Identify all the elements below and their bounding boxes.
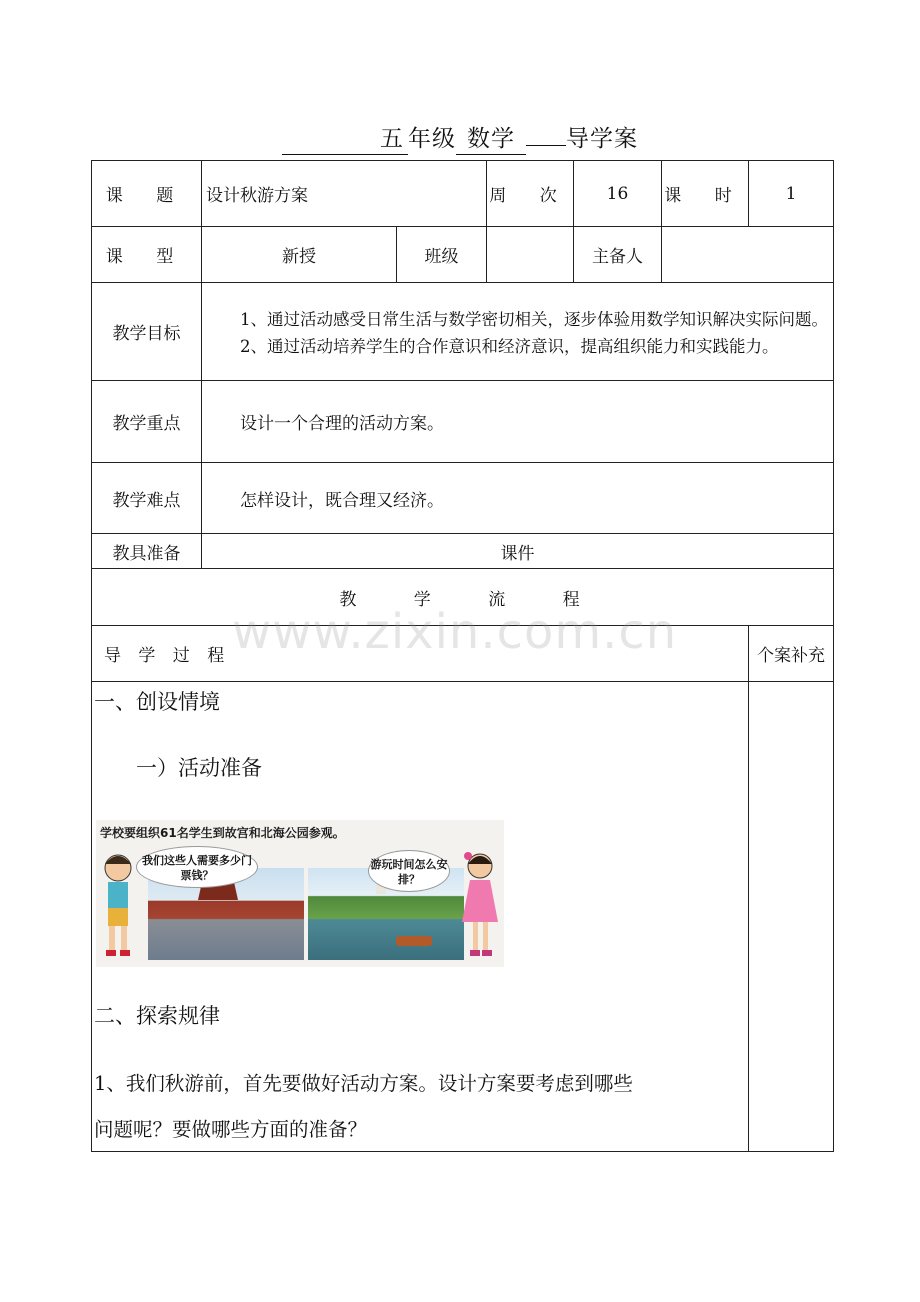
boy-speech-bubble: 我们这些人需要多少门票钱？ xyxy=(136,846,258,888)
tools-value: 课件 xyxy=(202,534,834,569)
week-label: 周 次 xyxy=(487,161,574,227)
process-body xyxy=(92,682,749,1152)
focus-label: 教学重点 xyxy=(92,381,202,463)
grade-blank: 五 xyxy=(282,124,408,155)
doc-type: 导学案 xyxy=(566,126,638,152)
difficulty-label: 教学难点 xyxy=(92,463,202,534)
goals-cell xyxy=(202,283,834,381)
type-label: 课 型 xyxy=(92,227,202,283)
watermark: www.zixin.com.cn xyxy=(232,604,678,660)
process-header: 导 学 过 程 xyxy=(92,626,749,682)
flow-heading: 教 学 流 程 xyxy=(92,569,834,626)
subject-blank: 数学 xyxy=(456,124,526,155)
topic-value: 设计秋游方案 xyxy=(202,161,487,227)
question-1-line-1: 1、我们秋游前，首先要做好活动方案。设计方案要考虑到哪些 xyxy=(94,1072,633,1095)
period-value: 1 xyxy=(749,161,834,227)
class-label: 班级 xyxy=(397,227,487,283)
subsection-activity-prep: 一）活动准备 xyxy=(136,756,262,780)
tools-label: 教具准备 xyxy=(92,534,202,569)
boy-character-icon xyxy=(98,850,138,962)
week-value: 16 xyxy=(574,161,662,227)
section-2-heading: 二、探索规律 xyxy=(94,1004,220,1028)
boat xyxy=(396,936,432,946)
supplement-header: 个案补充 xyxy=(749,626,834,682)
preparer-label: 主备人 xyxy=(574,227,662,283)
goal-1: 1、通过活动感受日常生活与数学密切相关，逐步体验用数学知识解决实际问题。 xyxy=(240,309,828,329)
illustration-caption: 学校要组织61名学生到故宫和北海公园参观。 xyxy=(100,826,345,840)
question-1-line-2: 问题呢？要做哪些方面的准备？ xyxy=(94,1118,368,1141)
girl-character-icon xyxy=(458,850,502,962)
goals-label: 教学目标 xyxy=(92,283,202,381)
blank-line xyxy=(526,145,566,146)
difficulty-value: 怎样设计，既合理又经济。 xyxy=(202,463,834,534)
preparer-value xyxy=(662,227,834,283)
lesson-table xyxy=(91,160,834,1152)
grade-suffix: 年级 xyxy=(408,126,456,152)
goal-2: 2、通过活动培养学生的合作意识和经济意识，提高组织能力和实践能力。 xyxy=(240,336,779,356)
section-1-heading: 一、创设情境 xyxy=(94,690,220,714)
type-value: 新授 xyxy=(202,227,397,283)
class-value xyxy=(487,227,574,283)
girl-speech-bubble: 游玩时间怎么安排？ xyxy=(368,850,450,892)
period-label: 课 时 xyxy=(662,161,749,227)
focus-value: 设计一个合理的活动方案。 xyxy=(202,381,834,463)
supplement-body[interactable] xyxy=(749,682,834,1152)
topic-label: 课 题 xyxy=(92,161,202,227)
document-title xyxy=(0,120,920,155)
autumn-trip-illustration xyxy=(96,820,504,967)
